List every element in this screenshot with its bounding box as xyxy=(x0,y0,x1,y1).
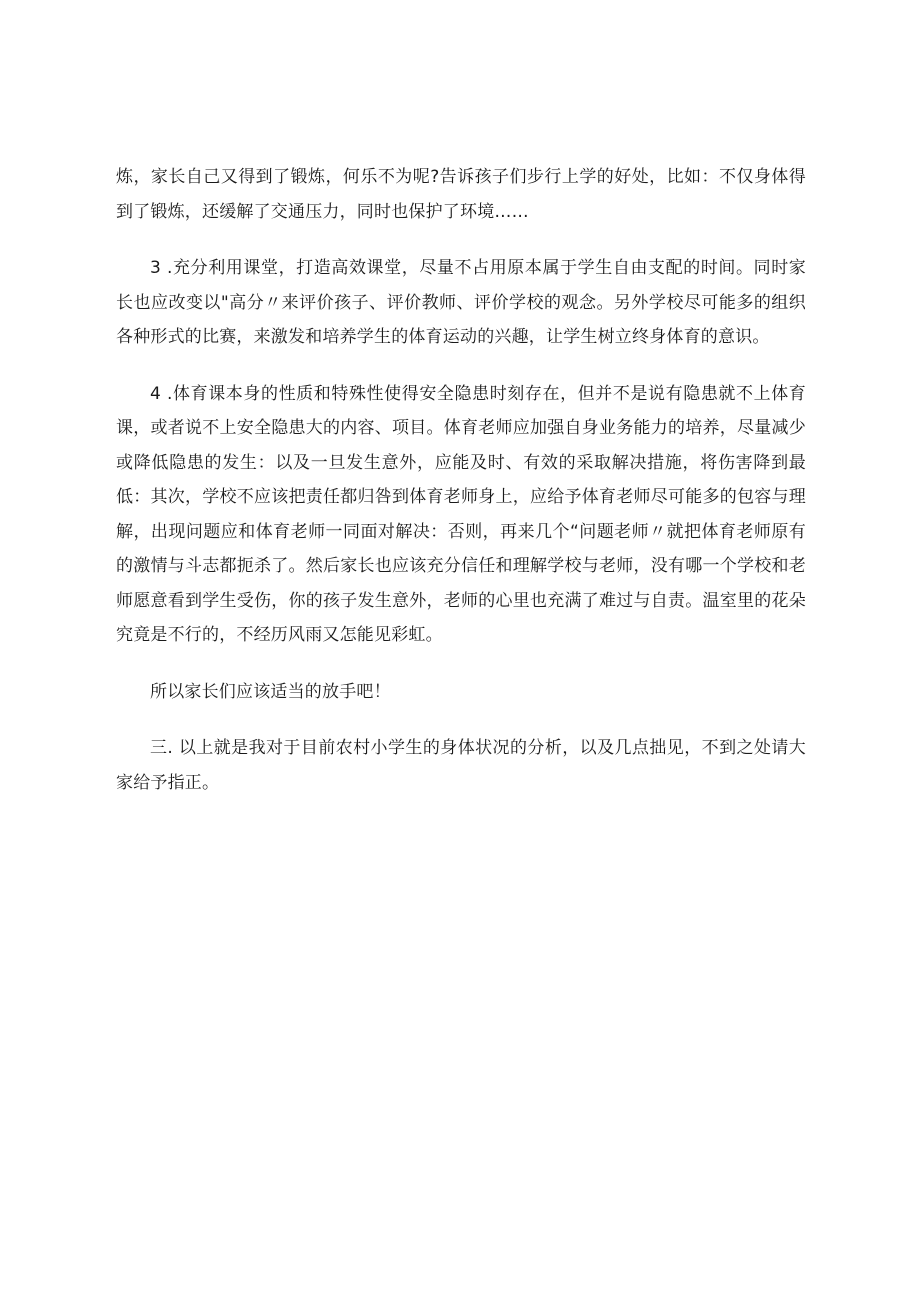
paragraph-summary: 所以家长们应该适当的放手吧！ xyxy=(150,681,391,702)
paragraph-point-3: 3 .充分利用课堂，打造高效课堂，尽量不占用原本属于学生自由支配的时间。同时家长也应改变以"高分〃来评价孩子、评价教师、评价学校的观念。另外学校尽可能多的组织各种形式的比赛，来激发和培养学生的体育运动的兴趣，让学生树立终身体育的意识。 xyxy=(116,258,806,347)
paragraph-point-4: 4 .体育课本身的性质和特殊性使得安全隐患时刻存在，但并不是说有隐患就不上体育课，或者说不上安全隐患大的内容、项目。体育老师应加强自身业务能力的培养，尽量减少或降低隐患的发生：以及一旦发生意外，应能及时、有效的采取解决措施，将伤害降到最低：其次，学校不应该把责任都归咎到体育老师身上，应给予体育老师尽可能多的包容与理解，出现问题应和体育老师一同面对解决：否则，再来几个“问题老师〃就把体育老师原有的激情与斗志都扼杀了。然后家长也应该充分信任和理解学校与老师，没有哪一个学校和老师愿意看到学生受伤，你的孩子发生意外，老师的心里也充满了难过与自责。温室里的花朵究竟是不行的，不经历风雨又怎能见彩虹。 xyxy=(116,383,806,645)
paragraph-conclusion: 三. 以上就是我对于目前农村小学生的身体状况的分析，以及几点拙见，不到之处请大家给予指正。 xyxy=(116,738,806,793)
paragraph-continuation: 炼，家长自己又得到了锻炼，何乐不为呢?告诉孩子们步行上学的好处，比如：不仅身体得到了锻炼，还缓解了交通压力，同时也保护了环境…… xyxy=(116,167,806,222)
document-body xyxy=(116,160,806,800)
